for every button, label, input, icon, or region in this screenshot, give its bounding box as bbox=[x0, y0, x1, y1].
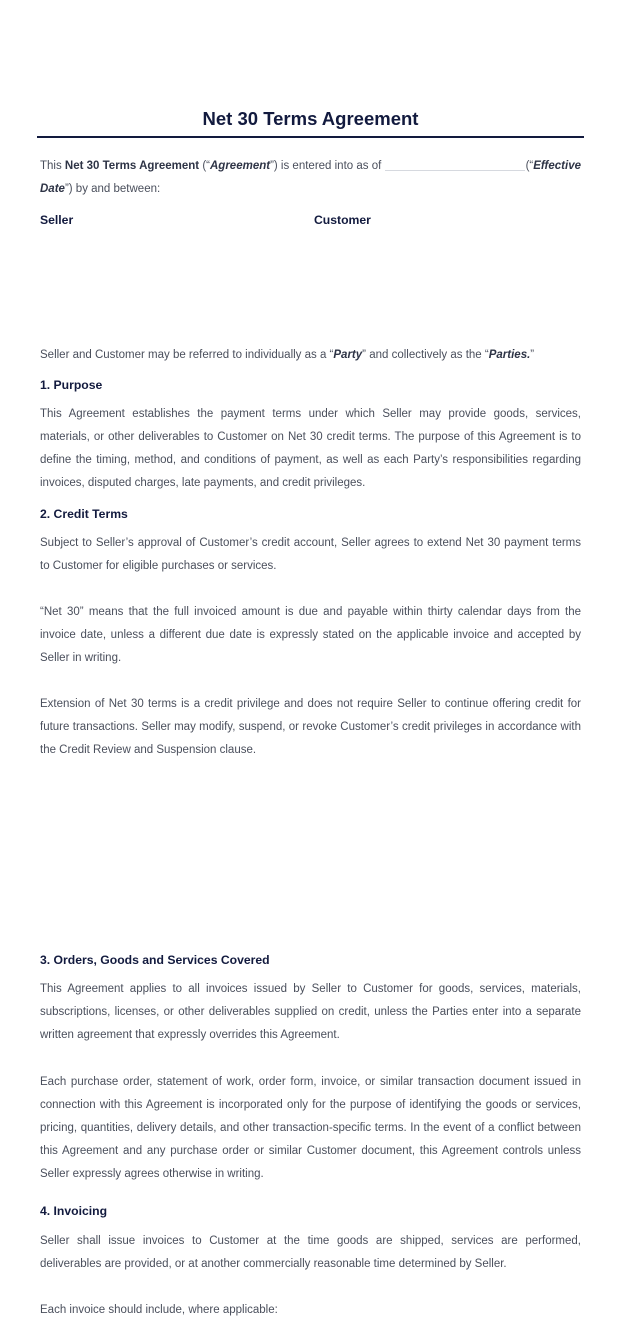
parties-term: Parties. bbox=[488, 349, 531, 361]
invoicing-paragraph-2: Each invoice should include, where applicable: bbox=[40, 1304, 278, 1316]
agreement-term: Agreement bbox=[210, 160, 271, 172]
party-term: Party bbox=[333, 349, 363, 361]
seller-label: Seller bbox=[40, 213, 74, 227]
orders-paragraph-2: Each purchase order, statement of work, order form, invoice, or similar transaction document issued in connection with this Agreement is incorporated only for the purpose of identifying the goods or services, pricing, quantities, delivery details, and other transaction-specific terms. In the event of a conflict between this Agreement and any purchase order or similar Customer document, this Agreement controls unless Seller expressly agrees otherwise in writing. bbox=[40, 1076, 581, 1180]
section-heading-credit-terms: 2. Credit Terms bbox=[40, 507, 128, 521]
date-word: Date bbox=[40, 183, 65, 195]
purpose-paragraph: This Agreement establishes the payment terms under which Seller may provide goods, services, materials, or other deliverables to Customer on Net 30 credit terms. The purpose of this Agreement is to define the timing, method, and conditions of payment, as well as each Party’s responsibilities regarding invoices, disputed charges, late payments, and credit privileges. bbox=[40, 408, 581, 489]
credit-terms-paragraph-1: Subject to Seller’s approval of Customer’s credit account, Seller agrees to extend Net 30 payment terms to Customer for eligible purchases or services. bbox=[40, 537, 581, 572]
intro-open: (“ bbox=[199, 160, 210, 172]
parties-sentence bbox=[40, 344, 581, 367]
invoicing-paragraph-1: Seller shall issue invoices to Customer at the time goods are shipped, services are performed, deliverables are provided, or at another commercially reasonable time determined by Seller. bbox=[40, 1235, 581, 1270]
customer-label: Customer bbox=[314, 213, 371, 227]
agreement-name: Net 30 Terms Agreement bbox=[64, 160, 200, 172]
document-title: Net 30 Terms Agreement bbox=[202, 108, 419, 129]
intro-paragraph bbox=[40, 155, 581, 201]
credit-terms-paragraph-2: “Net 30” means that the full invoiced amount is due and payable within thirty calendar days from the invoice date, unless a different due date is expressly stated on the applicable invoice and accepted by Seller in writing. bbox=[40, 606, 581, 664]
parties-suffix: ” bbox=[530, 349, 535, 361]
effective-date-field[interactable] bbox=[385, 158, 525, 171]
orders-paragraph-1: This Agreement applies to all invoices issued by Seller to Customer for goods, services, materials, subscriptions, licenses, or other deliverables supplied on credit, unless the Parties enter into a separate written agreement that expressly overrides this Agreement. bbox=[40, 983, 581, 1041]
intro-suffix: ”) by and between: bbox=[64, 183, 161, 195]
section-heading-orders: 3. Orders, Goods and Services Covered bbox=[40, 953, 270, 967]
intro-prefix: This bbox=[40, 160, 65, 172]
parties-middle: ” and collectively as the “ bbox=[362, 349, 489, 361]
effective-open: (“ bbox=[525, 160, 534, 172]
parties-prefix: Seller and Customer may be referred to individually as a “ bbox=[40, 349, 334, 361]
title-divider bbox=[37, 136, 584, 138]
effective-word: Effective bbox=[533, 160, 581, 172]
intro-middle: ”) is entered into as of bbox=[270, 160, 385, 172]
section-heading-purpose: 1. Purpose bbox=[40, 378, 103, 392]
credit-terms-paragraph-3: Extension of Net 30 terms is a credit privilege and does not require Seller to continue offering credit for future transactions. Seller may modify, suspend, or revoke Customer’s credit privileges in accordance with the Credit Review and Suspension clause. bbox=[40, 698, 581, 756]
section-heading-invoicing: 4. Invoicing bbox=[40, 1204, 108, 1218]
